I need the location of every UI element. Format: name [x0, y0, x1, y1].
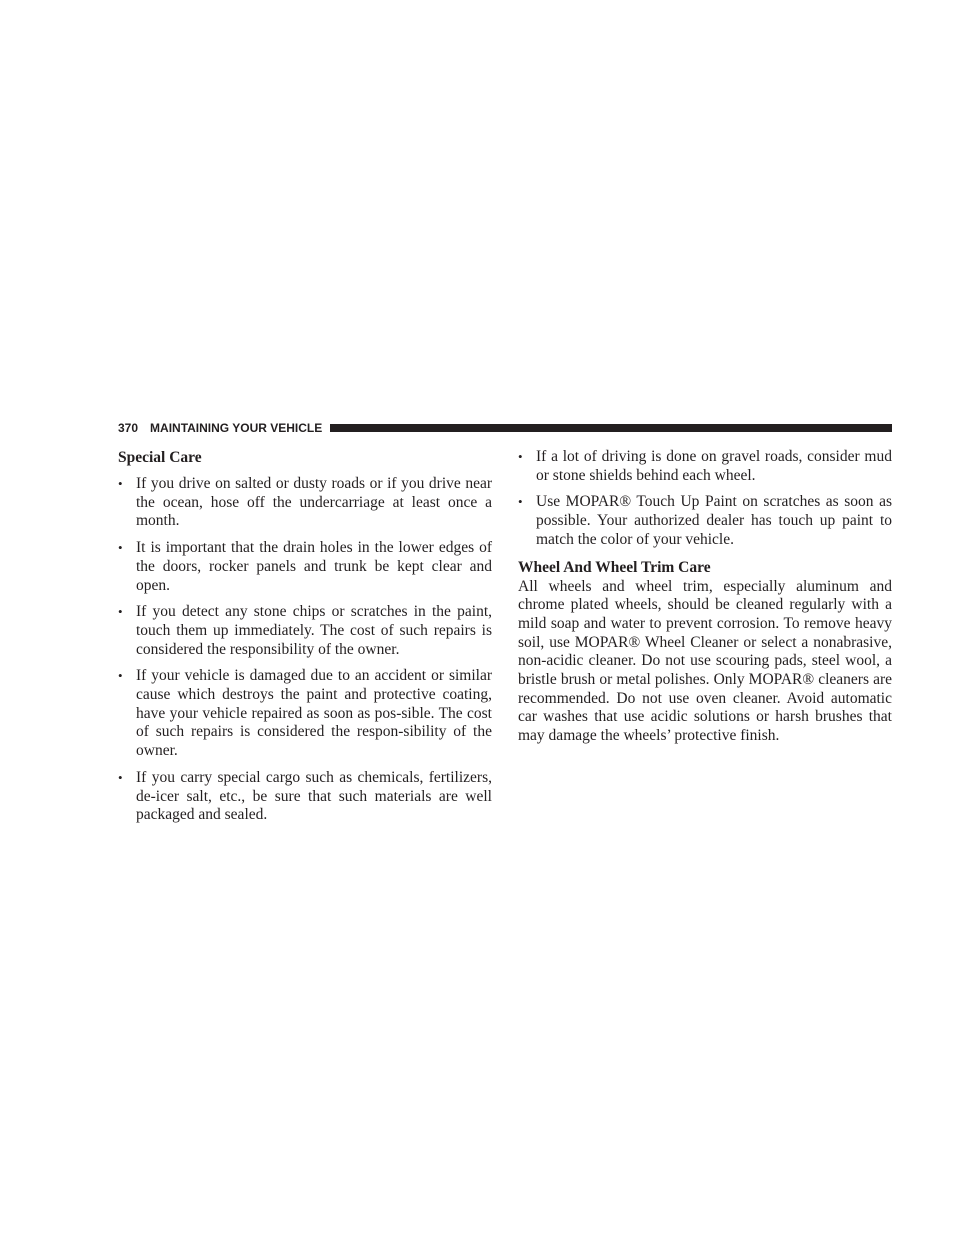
page-header	[118, 419, 892, 437]
special-care-list	[118, 475, 492, 825]
bullet-icon: •	[118, 668, 123, 684]
list-item-text: If your vehicle is damaged due to an accident or similar cause which destroys the paint and protective coating, have your vehicle repaired as soon as pos-sible. The cost of such repairs is considered the respon-sibility of the owner.	[136, 667, 492, 760]
list-item-text: If a lot of driving is done on gravel roads, consider mud or stone shields behind each wheel.	[536, 448, 892, 484]
list-item	[118, 769, 492, 825]
header-rule	[330, 424, 892, 432]
section-title: MAINTAINING YOUR VEHICLE	[150, 421, 323, 435]
bullet-icon: •	[518, 449, 523, 464]
bullet-icon: •	[118, 604, 123, 620]
list-item	[518, 493, 892, 549]
special-care-heading: Special Care	[118, 449, 202, 466]
bullet-icon: •	[118, 476, 123, 491]
left-column	[118, 448, 492, 833]
list-item-text: Use MOPAR® Touch Up Paint on scratches as soon as possible. Your authorized dealer has touch up paint to match the color of your vehicle.	[536, 493, 892, 548]
list-item-text: If you detect any stone chips or scratches in the paint, touch them up immediately. The cost of such repairs is considered the responsibility of the owner.	[136, 603, 492, 658]
list-item	[118, 475, 492, 531]
bullet-icon: •	[118, 769, 123, 785]
list-item	[118, 539, 492, 595]
wheel-care-heading: Wheel And Wheel Trim Care	[518, 558, 711, 576]
special-care-list-continued	[518, 448, 892, 550]
bullet-icon: •	[118, 540, 123, 556]
list-item-text: It is important that the drain holes in the lower edges of the doors, rocker panels and trunk be kept clear and open.	[136, 539, 492, 594]
list-item-text: If you carry special cargo such as chemicals, fertilizers, de-icer salt, etc., be sure that such materials are well packaged and sealed.	[136, 768, 492, 824]
list-item	[118, 603, 492, 659]
wheel-care-body: All wheels and wheel trim, especially aluminum and chrome plated wheels, should be cleaned regularly with a mild soap and water to prevent corrosion. To remove heavy soil, use MOPAR® Wheel Cleaner or select a nonabrasive, non-acidic cleaner. Do not use scouring pads, steel wool, a bristle brush or metal polishes. Only MOPAR® cleaners are recommended. Do not use oven cleaner. Avoid automatic car washes that use acidic solutions or harsh brushes that may damage the wheels’ protective finish.	[518, 577, 892, 745]
list-item	[518, 448, 892, 485]
list-item	[118, 667, 492, 761]
list-item-text: If you drive on salted or dusty roads or if you drive near the ocean, hose off the undercarriage at least once a month.	[136, 475, 492, 530]
bullet-icon: •	[518, 494, 523, 510]
right-column	[518, 448, 892, 746]
page-number: 370	[118, 421, 139, 435]
